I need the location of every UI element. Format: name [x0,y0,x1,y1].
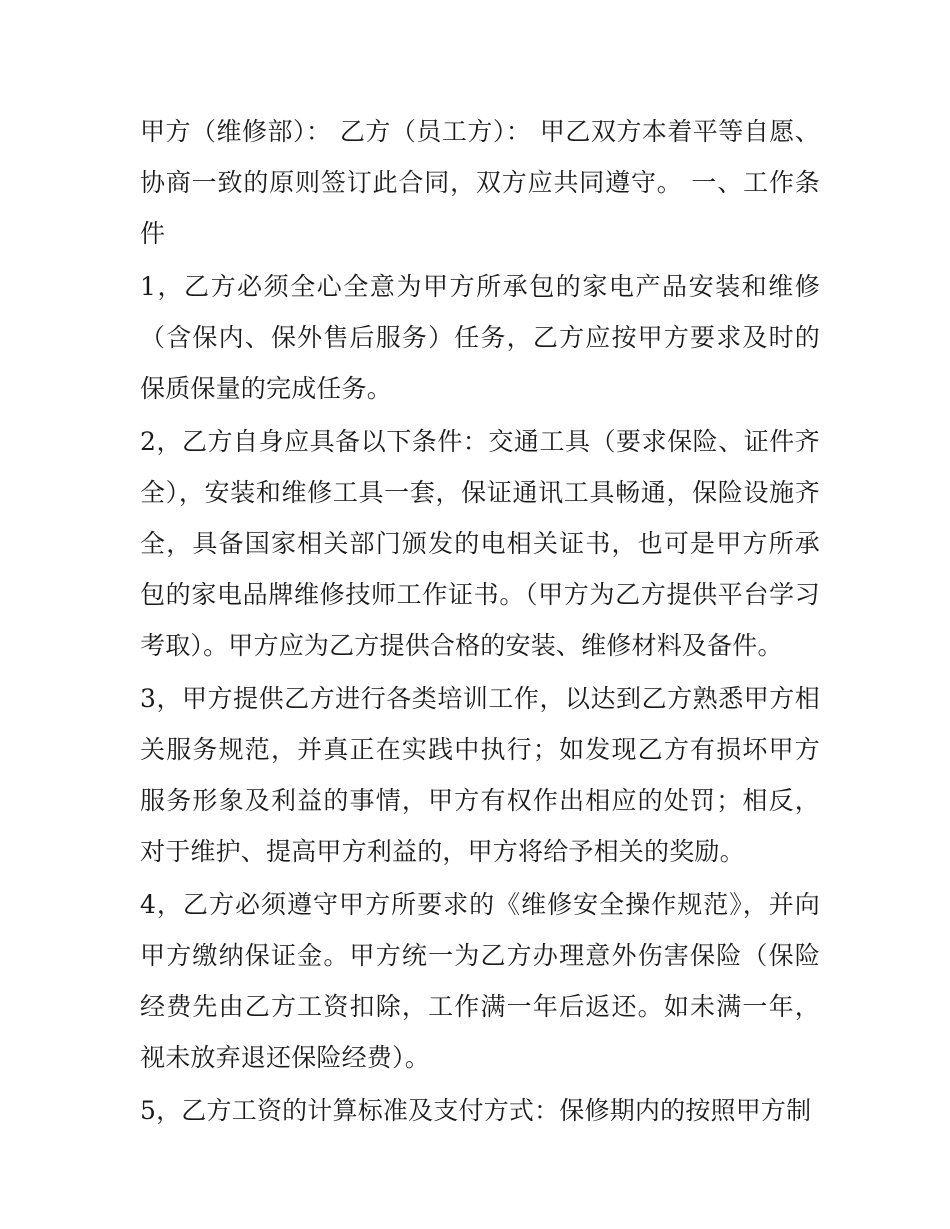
paragraph-clause-4: 4，乙方必须遵守甲方所要求的《维修安全操作规范》，并向甲方缴纳保证金。甲方统一为乙方办理意外伤害保险（保险经费先由乙方工资扣除，工作满一年后返还。如未满一年，视未放弃退还保险经费）。 [140,890,820,1072]
paragraph-intro: 甲方（维修部）： 乙方（员工方）： 甲乙双方本着平等自愿、协商一致的原则签订此合同，双方应共同遵守。 一、工作条件 [140,117,820,248]
contract-body [140,106,820,1138]
paragraph-clause-1: 1，乙方必须全心全意为甲方所承包的家电产品安装和维修（含保内、保外售后服务）任务，乙方应按甲方要求及时的保质保量的完成任务。 [140,272,820,403]
paragraph-clause-2: 2，乙方自身应具备以下条件：交通工具（要求保险、证件齐全），安装和维修工具一套，保证通讯工具畅通，保险设施齐全，具备国家相关部门颁发的电相关证书，也可是甲方所承包的家电品牌维修技师工作证书。（甲方为乙方提供平台学习考取）。甲方应为乙方提供合格的安装、维修材料及备件。 [140,427,820,660]
paragraph-clause-5: 5，乙方工资的计算标准及支付方式：保修期内的按照甲方制 [140,1096,812,1125]
paragraph-clause-3: 3，甲方提供乙方进行各类培训工作，以达到乙方熟悉甲方相关服务规范，并真正在实践中执行；如发现乙方有损坏甲方服务形象及利益的事情，甲方有权作出相应的处罚；相反，对于维护、提高甲方利益的，甲方将给予相关的奖励。 [140,684,820,866]
